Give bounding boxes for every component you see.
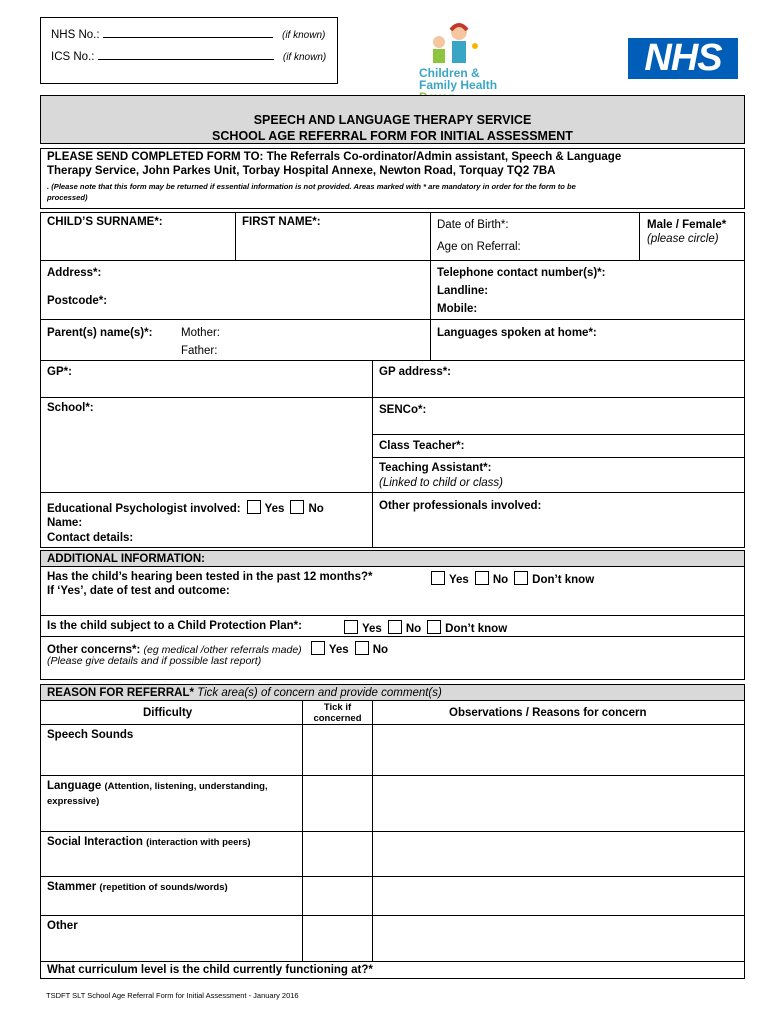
address-field[interactable] (40, 260, 431, 320)
hearing-dontknow-label: Don’t know (532, 574, 595, 586)
obs-speech-sounds[interactable] (372, 724, 745, 776)
row-stammer-text (47, 881, 228, 893)
reason-title: REASON FOR REFERRAL* (47, 687, 194, 699)
other-concerns-yes-label: Yes (328, 644, 349, 656)
other-concerns-no-label: No (372, 644, 389, 656)
ed-psych-label: Educational Psychologist involved: (47, 503, 241, 515)
send-to-line2: Therapy Service, John Parkes Unit, Torbay Hospital Annexe, Newton Road, Torquay TQ2 7BA (47, 165, 556, 177)
row-language-text (47, 779, 297, 809)
header-title-1: SPEECH AND LANGUAGE THERAPY SERVICE (253, 113, 532, 127)
ed-psych-no-label: No (308, 503, 324, 515)
other-concerns-no-checkbox[interactable] (355, 641, 369, 655)
row-social-interaction (40, 831, 303, 877)
header-title-2: SCHOOL AGE REFERRAL FORM FOR INITIAL ASSESSMENT (212, 129, 573, 143)
other-professionals-field[interactable] (372, 492, 745, 548)
row-social-text (47, 836, 251, 848)
dob-label: Date of Birth*: (437, 219, 509, 231)
nhs-no-input[interactable] (103, 27, 273, 38)
row-label: Stammer (47, 881, 97, 893)
other-concerns-row (47, 641, 388, 656)
col-tick-header (302, 700, 373, 725)
class-teacher-field[interactable] (372, 434, 745, 458)
reason-hint: Tick area(s) of concern and provide comment(s) (197, 687, 442, 699)
send-to-line1: PLEASE SEND COMPLETED FORM TO: The Referrals Co-ordinator/Admin assistant, Speech & Language (47, 151, 622, 163)
cpp-question: Is the child subject to a Child Protection Plan*: (47, 620, 302, 632)
send-to-box (40, 148, 745, 209)
class-teacher-label: Class Teacher*: (379, 440, 465, 452)
hearing-sub: If ‘Yes’, date of test and outcome: (47, 585, 230, 597)
ics-no-input[interactable] (98, 49, 274, 60)
cpp-yes-checkbox[interactable] (344, 620, 358, 634)
cpp-dontknow-label: Don’t know (445, 623, 508, 635)
col-difficulty-label: Difficulty (143, 707, 193, 719)
telephone-label: Telephone contact number(s)*: (437, 267, 606, 279)
hearing-options (425, 571, 594, 586)
row-other (40, 915, 303, 962)
cpp-options (338, 620, 507, 635)
cpp-dontknow-checkbox[interactable] (427, 620, 441, 634)
hearing-question: Has the child’s hearing been tested in the past 12 months?* (47, 571, 373, 583)
nhs-logo: NHS (628, 38, 738, 79)
hearing-no-checkbox[interactable] (475, 571, 489, 585)
ed-psych-no-checkbox[interactable] (290, 500, 304, 514)
ed-psych-row (47, 500, 324, 515)
hearing-yes-label: Yes (449, 574, 469, 586)
form-header (40, 95, 745, 144)
gender-field[interactable] (639, 212, 745, 261)
col-observations-header (372, 700, 745, 725)
ed-psych-yes-label: Yes (264, 503, 285, 515)
id-box (40, 17, 338, 84)
tick-language[interactable] (302, 775, 373, 832)
cpp-no-label: No (405, 623, 422, 635)
row-stammer (40, 876, 303, 916)
tick-speech-sounds[interactable] (302, 724, 373, 776)
row-language (40, 775, 303, 832)
row-label: Other (47, 920, 78, 932)
footer-text: TSDFT SLT School Age Referral Form for Initial Assessment - January 2016 (46, 991, 299, 1000)
ics-no-hint: (if known) (282, 52, 327, 63)
surname-label: CHILD’S SURNAME*: (47, 216, 163, 228)
cpp-section (40, 615, 745, 637)
parents-field[interactable] (40, 319, 431, 361)
gp-address-label: GP address*: (379, 366, 452, 378)
landline-label: Landline: (437, 285, 489, 297)
age-label: Age on Referral: (437, 241, 521, 253)
address-label: Address*: (47, 267, 102, 279)
additional-info-title: ADDITIONAL INFORMATION: (40, 550, 745, 567)
tick-social-interaction[interactable] (302, 831, 373, 877)
send-to-note1: . (Please note that this form may be returned if essential information is not provided. Areas marked with * are mandatory in order for the form to be (47, 182, 576, 191)
col-tick-label1: Tick if (323, 702, 352, 713)
nhs-no-hint: (if known) (281, 30, 326, 41)
other-concerns-eg: (eg medical /other referrals made) (143, 644, 302, 656)
obs-social-interaction[interactable] (372, 831, 745, 877)
teaching-assistant-label: Teaching Assistant*: (379, 462, 492, 474)
obs-stammer[interactable] (372, 876, 745, 916)
curriculum-label: What curriculum level is the child currently functioning at?* (47, 964, 373, 976)
ed-psych-name-label: Name: (47, 517, 83, 529)
postcode-label: Postcode*: (47, 295, 108, 307)
ics-no-label: ICS No.: (51, 51, 95, 63)
gender-label: Male / Female* (647, 219, 727, 231)
hearing-no-label: No (492, 574, 509, 586)
senco-label: SENCo*: (379, 404, 427, 416)
school-label: School*: (47, 402, 94, 414)
logo-line1: Children & (419, 66, 480, 80)
telephone-field[interactable] (430, 260, 745, 320)
mother-label: Mother: (181, 327, 220, 339)
cpp-yes-label: Yes (362, 623, 382, 635)
ics-no-row (51, 49, 326, 63)
languages-label: Languages spoken at home*: (437, 327, 597, 339)
teaching-assistant-field[interactable] (372, 457, 745, 493)
col-tick-label2: concerned (313, 713, 362, 724)
gp-address-field[interactable] (372, 360, 745, 398)
surname-field[interactable] (40, 212, 236, 261)
row-label: Speech Sounds (47, 729, 134, 741)
curriculum-field[interactable] (40, 961, 745, 979)
dob-field[interactable] (430, 212, 640, 261)
languages-field[interactable] (430, 319, 745, 361)
school-field[interactable] (40, 397, 373, 493)
children-figures-logo-icon (425, 20, 485, 68)
ed-psych-yes-checkbox[interactable] (247, 500, 261, 514)
first-name-field[interactable] (235, 212, 431, 261)
other-concerns-section[interactable] (40, 636, 745, 680)
row-detail: (interaction with peers) (146, 837, 251, 848)
row-label: Language (47, 780, 102, 792)
other-concerns-yes-checkbox[interactable] (311, 641, 325, 655)
other-concerns-sub: (Please give details and if possible last report) (47, 655, 262, 667)
col-observations-label: Observations / Reasons for concern (449, 707, 647, 719)
cpp-no-checkbox[interactable] (388, 620, 402, 634)
row-detail: (Attention, listening, understanding, expressive) (47, 781, 268, 807)
row-label: Social Interaction (47, 836, 143, 848)
row-speech-sounds (40, 724, 303, 776)
other-concerns-label: Other concerns*: (47, 644, 141, 656)
hearing-dontknow-checkbox[interactable] (514, 571, 528, 585)
logo-line2: Family Health (419, 78, 498, 92)
gp-label: GP*: (47, 366, 72, 378)
other-prof-label: Other professionals involved: (379, 500, 542, 512)
hearing-yes-checkbox[interactable] (431, 571, 445, 585)
nhs-no-row (51, 27, 325, 41)
senco-field[interactable] (372, 397, 745, 435)
nhs-no-label: NHS No.: (51, 29, 100, 41)
send-to-note2: processed) (47, 193, 88, 202)
first-name-label: FIRST NAME*: (242, 216, 321, 228)
ed-psych-contact-label: Contact details: (47, 532, 134, 544)
please-circle: (please circle) (647, 233, 719, 245)
obs-language[interactable] (372, 775, 745, 832)
linked-hint: (Linked to child or class) (379, 477, 503, 489)
father-label: Father: (181, 345, 218, 357)
ed-psych-field[interactable] (40, 492, 373, 548)
reason-title-bar (40, 684, 745, 701)
hearing-section (40, 566, 745, 616)
tick-other[interactable] (302, 915, 373, 962)
tick-stammer[interactable] (302, 876, 373, 916)
mobile-label: Mobile: (437, 303, 478, 315)
parents-label: Parent(s) name(s)*: (47, 327, 153, 339)
row-detail: (repetition of sounds/words) (99, 882, 228, 893)
obs-other[interactable] (372, 915, 745, 962)
col-difficulty-header (40, 700, 303, 725)
gp-field[interactable] (40, 360, 373, 398)
